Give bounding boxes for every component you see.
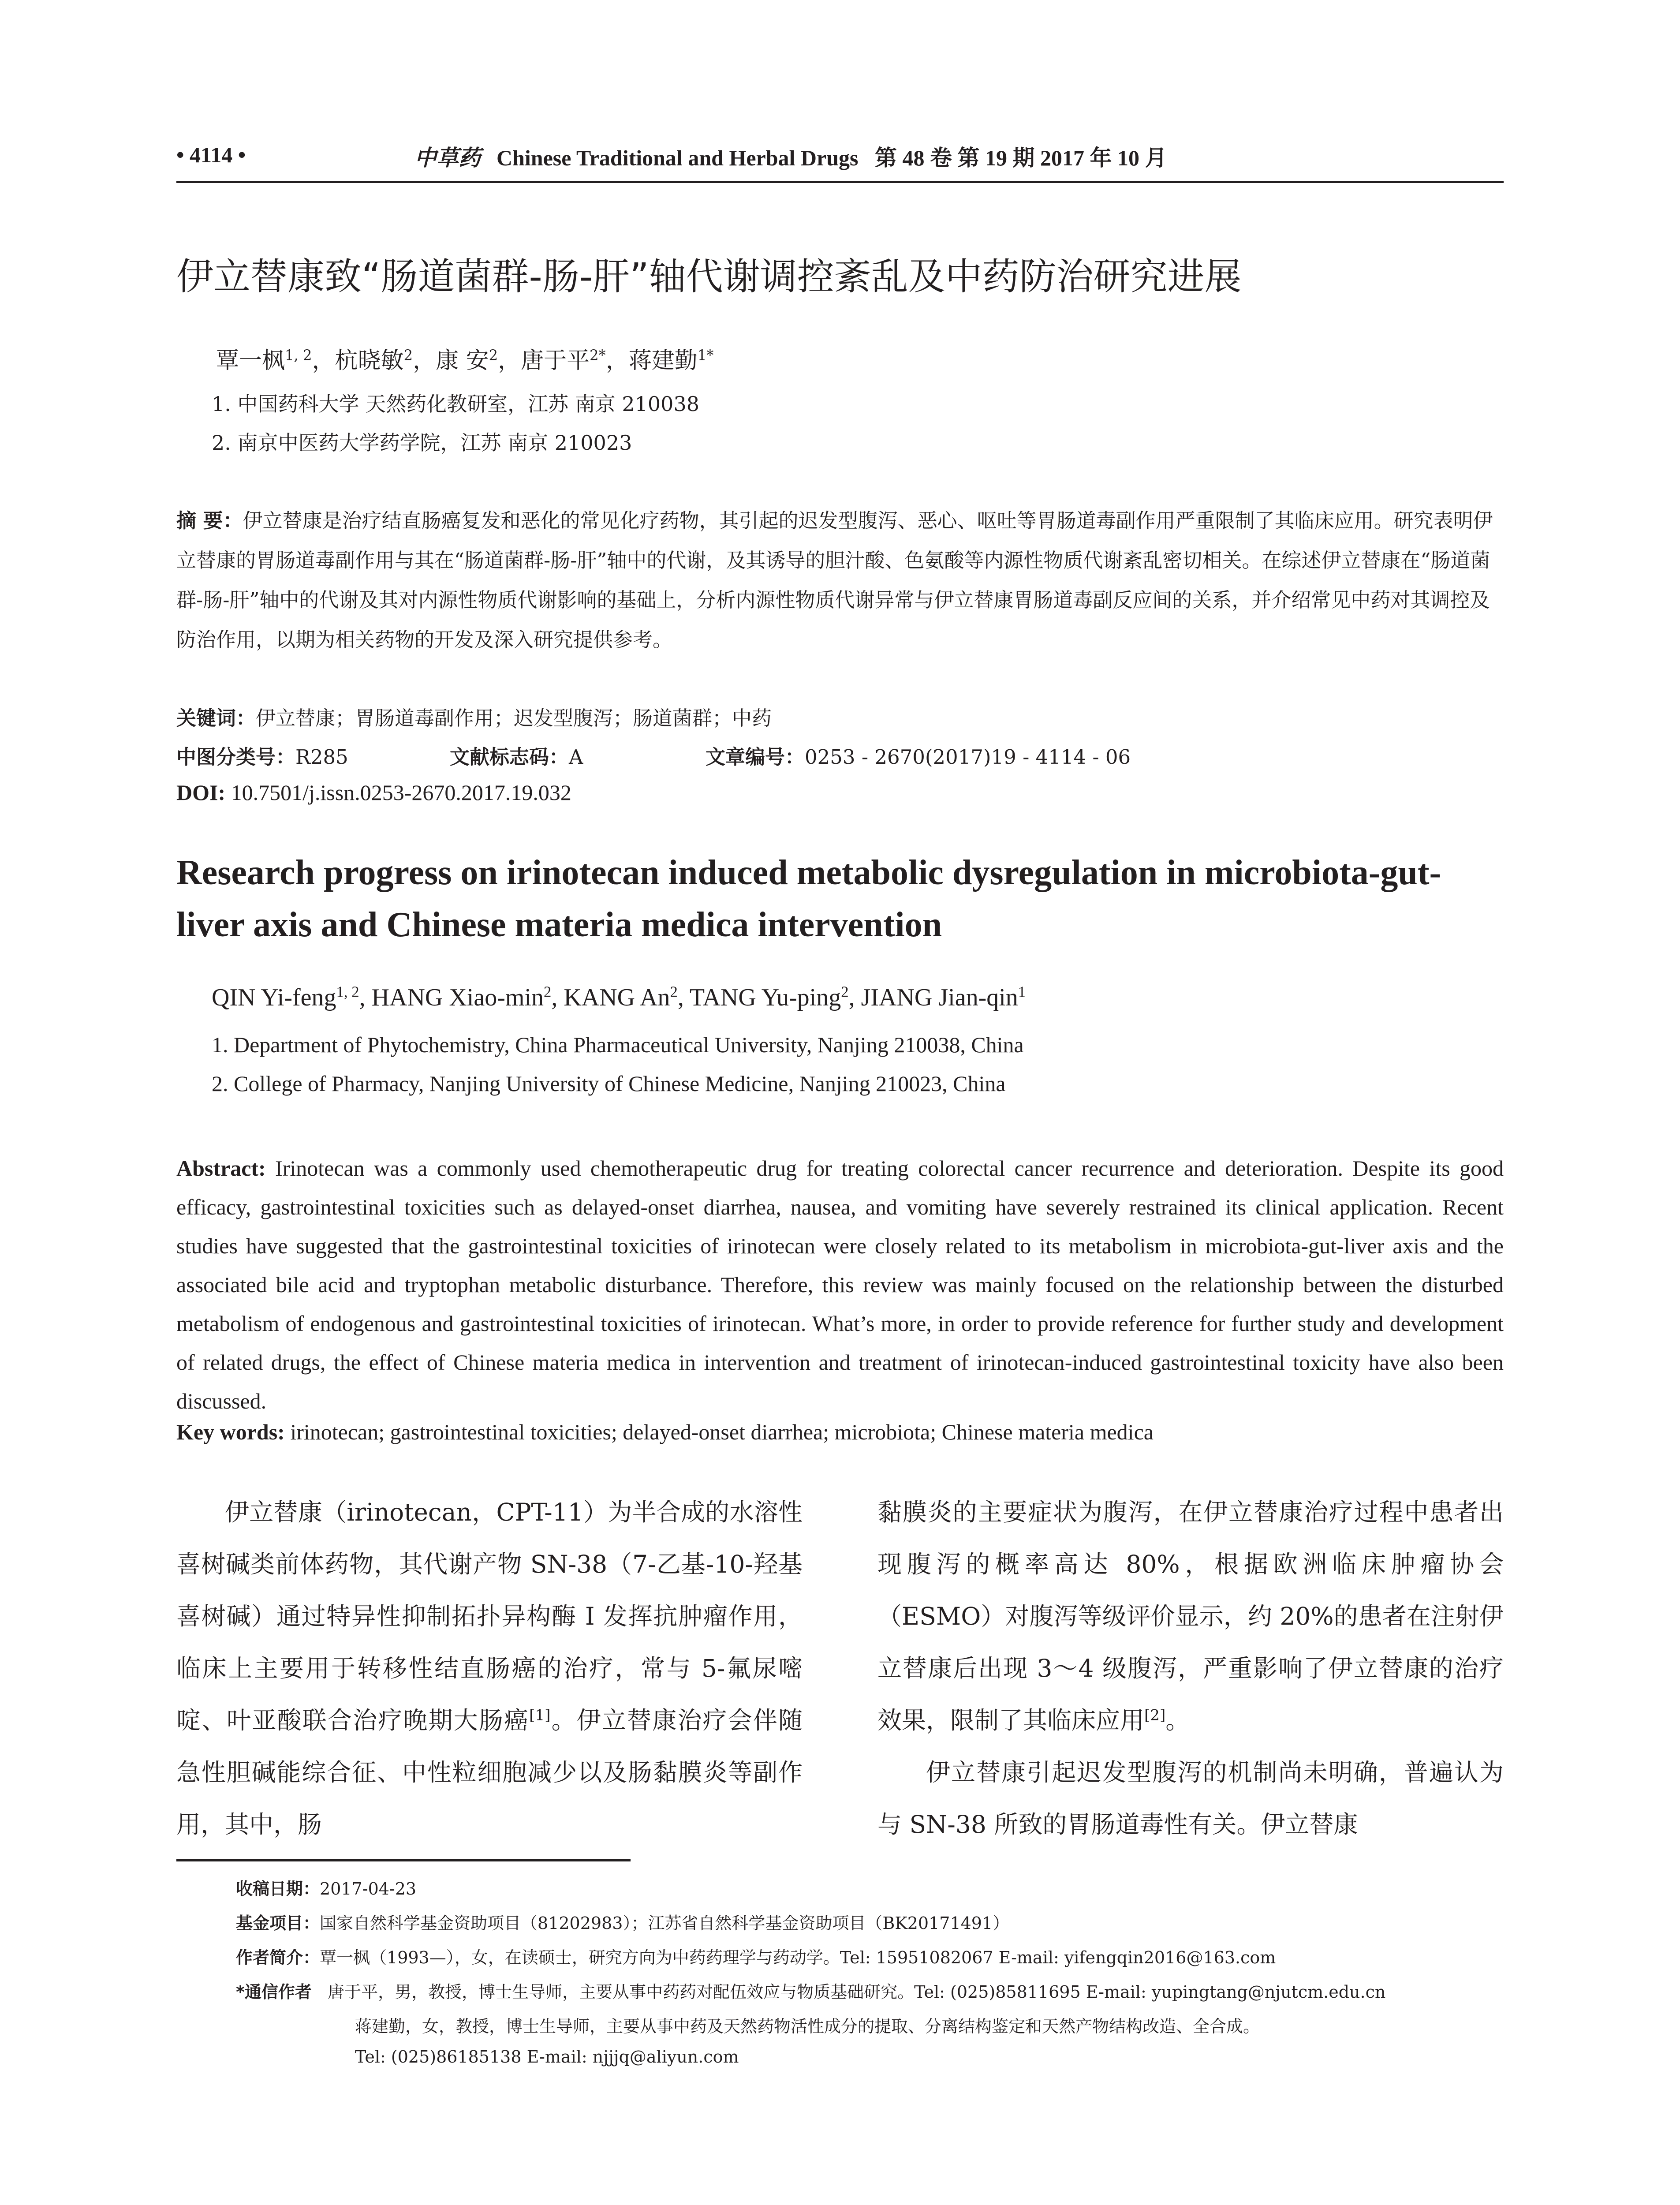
journal-name-cn: 中草药 (414, 145, 481, 171)
author-affiliation-mark: 1 (1018, 983, 1026, 1001)
footnote-corresponding-contact: Tel: (025)86185138 E-mail: njjjq@aliyun.com (355, 2047, 739, 2067)
affiliation-en: 2. College of Pharmacy, Nanjing University of Chinese Medicine, Nanjing 210023, China (212, 1071, 1006, 1096)
citation-link[interactable]: [2] (1144, 1706, 1166, 1724)
affiliation-cn: 1. 中国药科大学 天然药化教研室，江苏 南京 210038 (212, 392, 699, 416)
keywords-text-en: irinotecan; gastrointestinal toxicities; delayed-onset diarrhea; microbiota; Chinese materia medica (290, 1420, 1154, 1444)
abstract-cn (176, 501, 1504, 660)
body-column-right (877, 1486, 1504, 1850)
affiliation-cn: 2. 南京中医药大学药学院，江苏 南京 210023 (212, 431, 632, 455)
author-name: 杭晓敏 (335, 348, 404, 374)
article-number: 文章编号：0253 - 2670(2017)19 - 4114 - 06 (706, 745, 1131, 769)
document-code: 文献标志码：A (450, 745, 583, 769)
author-affiliation-mark: 2* (590, 347, 606, 364)
affiliation-en: 1. Department of Phytochemistry, China Pharmaceutical University, Nanjing 210038, China (212, 1032, 1024, 1057)
author-name: 康 安 (436, 348, 489, 374)
article-title-en: Research progress on irinotecan induced metabolic dysregulation in microbiota-gut-liver axis and Chinese materia medica intervention (176, 853, 1441, 944)
author-name: 蒋建勤 (628, 348, 698, 374)
keywords-en (176, 1419, 1154, 1445)
footnote-received-date: 收稿日期：2017-04-23 (236, 1879, 417, 1899)
author-name: 覃一枫 (216, 348, 285, 374)
author-affiliation-mark: 1, 2 (336, 983, 359, 1001)
journal-issue: 第 48 卷 第 19 期 2017 年 10 月 (874, 146, 1167, 170)
author-affiliation-mark: 2 (489, 347, 498, 364)
footnote-funding: 基金项目：国家自然科学基金资助项目（81202983）；江苏省自然科学基金资助项目（BK20171491） (236, 1913, 1010, 1933)
author-list-cn: 覃一枫$^{1, 2}$，杭晓敏$^2$，康 安$^2$，唐于平$^{2*}$，蒋建勤$^{1*}$ (216, 347, 714, 374)
author-list-en: QIN Yi-feng$^{1, 2}$, HANG Xiao-$\min^2$, KANG An$^2$, TANG Yu-ping$^2$, JIANG Jian-qin$^1$ (212, 983, 1026, 1011)
author-affiliation-mark: 1* (697, 347, 714, 364)
page-number: • 4114 • (176, 142, 246, 167)
author-name: QIN Yi-feng (212, 984, 336, 1011)
body-column-left (176, 1486, 803, 1850)
footnote-corresponding-author: *通信作者 唐于平，男，教授，博士生导师，主要从事中药药对配伍效应与物质基础研究。Tel: (025)85811695 E-mail: yupingtang@njutcm.edu.cn (236, 1982, 1386, 2002)
footnote-corresponding-author: 蒋建勤，女，教授，博士生导师，主要从事中药及天然药物活性成分的提取、分离结构鉴定和天然产物结构改造、全合成。 (355, 2017, 1260, 2036)
body-paragraph: 黏膜炎的主要症状为腹泻，在伊立替康治疗过程中患者出现腹泻的概率高达 80%，根据欧洲临床肿瘤协会（ESMO）对腹泻等级评价显示，约 20%的患者在注射伊立替康后出现 3～4 级腹泻，严重影响了伊立替康的治疗效果，限制了其临床应用[2]。 (877, 1498, 1504, 1734)
footnote-author-bio: 作者简介：覃一枫（1993—），女，在读硕士，研究方向为中药药理学与药动学。Tel: 15951082067 E-mail: yifengqin2016@163.com (236, 1948, 1276, 1967)
keywords-text-cn: 伊立替康；胃肠道毒副作用；迟发型腹泻；肠道菌群；中药 (256, 706, 772, 730)
abstract-label-cn: 摘 要： (176, 509, 243, 532)
body-paragraph: 伊立替康引起迟发型腹泻的机制尚未明确，普遍认为与 SN-38 所致的胃肠道毒性有关。伊立替康 (877, 1758, 1504, 1839)
journal-name-en: Chinese Traditional and Herbal Drugs (497, 146, 859, 170)
doi-value[interactable]: 10.7501/j.issn.0253-2670.2017.19.032 (231, 780, 571, 805)
keywords-cn (176, 702, 772, 731)
doi (176, 780, 571, 805)
author-name: HANG Xiao-min (371, 984, 544, 1011)
body-paragraph: 伊立替康（irinotecan，CPT-11）为半合成的水溶性喜树碱类前体药物，其代谢产物 SN-38（7-乙基-10-羟基喜树碱）通过特异性抑制拓扑异构酶 I 发挥抗肿瘤作用，临床上主要用于转移性结直肠癌的治疗，常与 5-氟尿嘧啶、叶亚酸联合治疗晚期大肠癌[1]。伊立替康治疗会伴随急性胆碱能综合征、中性粒细胞减少以及肠黏膜炎等副作用，其中，肠 (176, 1498, 803, 1839)
clc-number: 中图分类号：R285 (176, 745, 348, 769)
citation-link[interactable]: [1] (529, 1706, 551, 1724)
author-name: TANG Yu-ping (689, 984, 841, 1011)
footnote-divider (176, 1859, 631, 1861)
classification-line (176, 741, 1504, 767)
doi-label: DOI: (176, 780, 226, 805)
abstract-text-en: Irinotecan was a commonly used chemotherapeutic drug for treating colorectal cancer recurrence and deterioration. Despite its good efficacy, gastrointestinal toxicities such as delayed-onset diarrhea, nausea, and vomiting have severely restrained its clinical application. Recent studies have suggested that the gastrointestinal toxicities of irinotecan were closely related to its metabolism in microbiota-gut-liver axis and the associated bile acid and tryptophan metabolic disturbance. Therefore, this review was mainly focused on the relationship between the disturbed metabolism of endogenous and gastrointestinal toxicities of irinotecan. What’s more, in order to provide reference for further study and development of related drugs, the effect of Chinese materia medica in intervention and treatment of irinotecan-induced gastrointestinal toxicity have also been discussed. (176, 1156, 1504, 1413)
author-name: 唐于平 (521, 348, 590, 374)
keywords-label-en: Key words: (176, 1420, 285, 1444)
author-name: JIANG Jian-qin (861, 984, 1018, 1011)
keywords-label-cn: 关键词： (176, 706, 256, 730)
abstract-label-en: Abstract: (176, 1156, 266, 1181)
author-affiliation-mark: 2 (403, 347, 413, 364)
journal-line (414, 140, 1167, 172)
article-title-cn: 伊立替康致“肠道菌群-肠-肝”轴代谢调控紊乱及中药防治研究进展 (176, 255, 1242, 298)
author-affiliation-mark: 2 (841, 983, 849, 1001)
abstract-text-cn: 伊立替康是治疗结直肠癌复发和恶化的常见化疗药物，其引起的迟发型腹泻、恶心、呕吐等胃肠道毒副作用严重限制了其临床应用。研究表明伊立替康的胃肠道毒副作用与其在“肠道菌群-肠-肝”轴中的代谢，及其诱导的胆汁酸、色氨酸等内源性物质代谢紊乱密切相关。在综述伊立替康在“肠道菌群-肠-肝”轴中的代谢及其对内源性物质代谢影响的基础上，分析内源性物质代谢异常与伊立替康胃肠道毒副反应间的关系，并介绍常见中药对其调控及防治作用，以期为相关药物的开发及深入研究提供参考。 (176, 509, 1493, 651)
abstract-en (176, 1149, 1504, 1420)
author-affiliation-mark: 1, 2 (285, 347, 312, 364)
author-affiliation-mark: 2 (543, 983, 552, 1001)
running-header (176, 140, 1504, 183)
author-affiliation-mark: 2 (670, 983, 678, 1001)
author-name: KANG An (564, 984, 670, 1011)
